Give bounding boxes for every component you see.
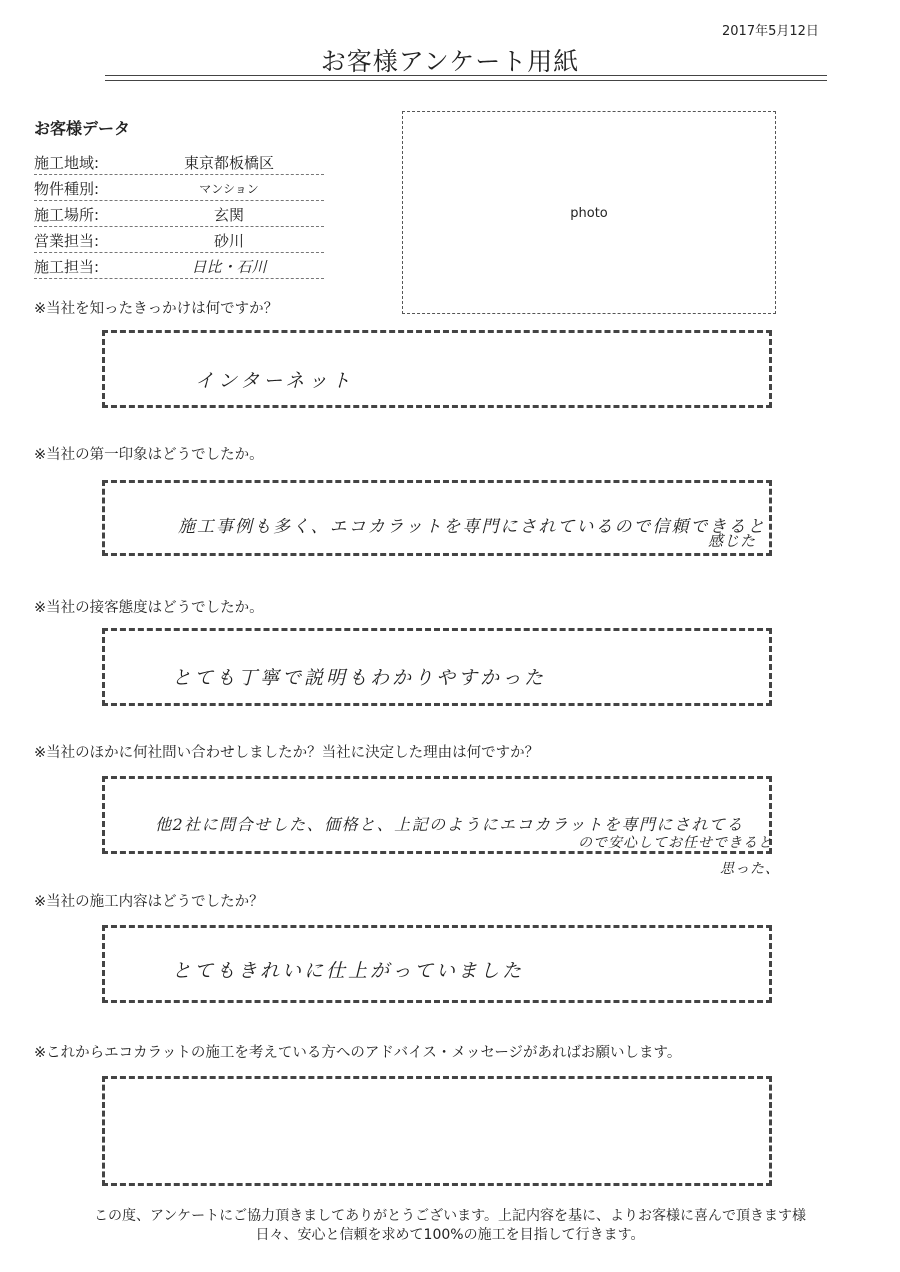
footer-message-line-2: 日々、安心と信頼を求めて100%の施工を目指して行きます。	[255, 1227, 645, 1243]
answer-2-line-1: 施工事例も多く、エコカラットを専門にされているので信頼できると	[178, 517, 767, 537]
answer-1-line-1: インターネット	[195, 370, 355, 392]
footer-message-line-1: この度、アンケートにご協力頂きましてありがとうございます。上記内容を基に、よりお客様に喜んで頂きます様	[93, 1208, 807, 1224]
answer-5-line-1: とてもきれいに仕上がっていました	[172, 960, 525, 982]
data-row-sales-rep	[34, 228, 324, 253]
data-row-property-type	[34, 176, 324, 201]
data-row-installer	[34, 254, 324, 279]
question-1: ※当社を知ったきっかけは何ですか？	[34, 301, 279, 317]
page-title: お客様アンケート用紙	[320, 47, 580, 76]
question-5: ※当社の施工内容はどうでしたか？	[34, 894, 264, 910]
answer-3-line-1: とても丁寧で説明もわかりやすかった	[172, 667, 547, 689]
data-row-location	[34, 202, 324, 227]
answer-4-line-1: 他2社に問合せした、価格と、上記のようにエコカラットを専門にされてる	[155, 815, 744, 834]
answer-box-6	[102, 1076, 772, 1186]
data-row-area	[34, 150, 324, 175]
question-4: ※当社のほかに何社問い合わせしましたか？当社に決定した理由は何ですか？	[34, 745, 540, 761]
data-value: 玄関	[213, 206, 244, 224]
question-3: ※当社の接客態度はどうでしたか。	[34, 600, 264, 616]
photo-label: photo	[570, 206, 608, 221]
data-label: 施工担当:	[34, 258, 100, 276]
photo-placeholder	[402, 111, 776, 314]
question-2: ※当社の第一印象はどうでしたか。	[34, 447, 264, 463]
survey-date: 2017年5月12日	[722, 24, 819, 39]
answer-4-line-2: ので安心してお任せできると	[578, 835, 773, 851]
answer-4-line-3: 思った、	[720, 861, 780, 877]
data-label: 営業担当:	[34, 232, 100, 250]
answer-2-line-2: 感じた	[708, 532, 757, 550]
data-value: 砂川	[213, 232, 244, 250]
question-6: ※これからエコカラットの施工を考えている方へのアドバイス・メッセージがあればお願いします。	[34, 1045, 682, 1061]
customer-data-heading: お客様データ	[34, 119, 131, 138]
data-value: 東京都板橋区	[183, 154, 274, 172]
data-value: 日比・石川	[191, 258, 267, 276]
title-divider	[105, 75, 827, 81]
data-label: 施工場所:	[34, 206, 100, 224]
data-label: 施工地域:	[34, 154, 100, 172]
data-label: 物件種別:	[34, 180, 100, 198]
data-value: マンション	[199, 182, 259, 196]
